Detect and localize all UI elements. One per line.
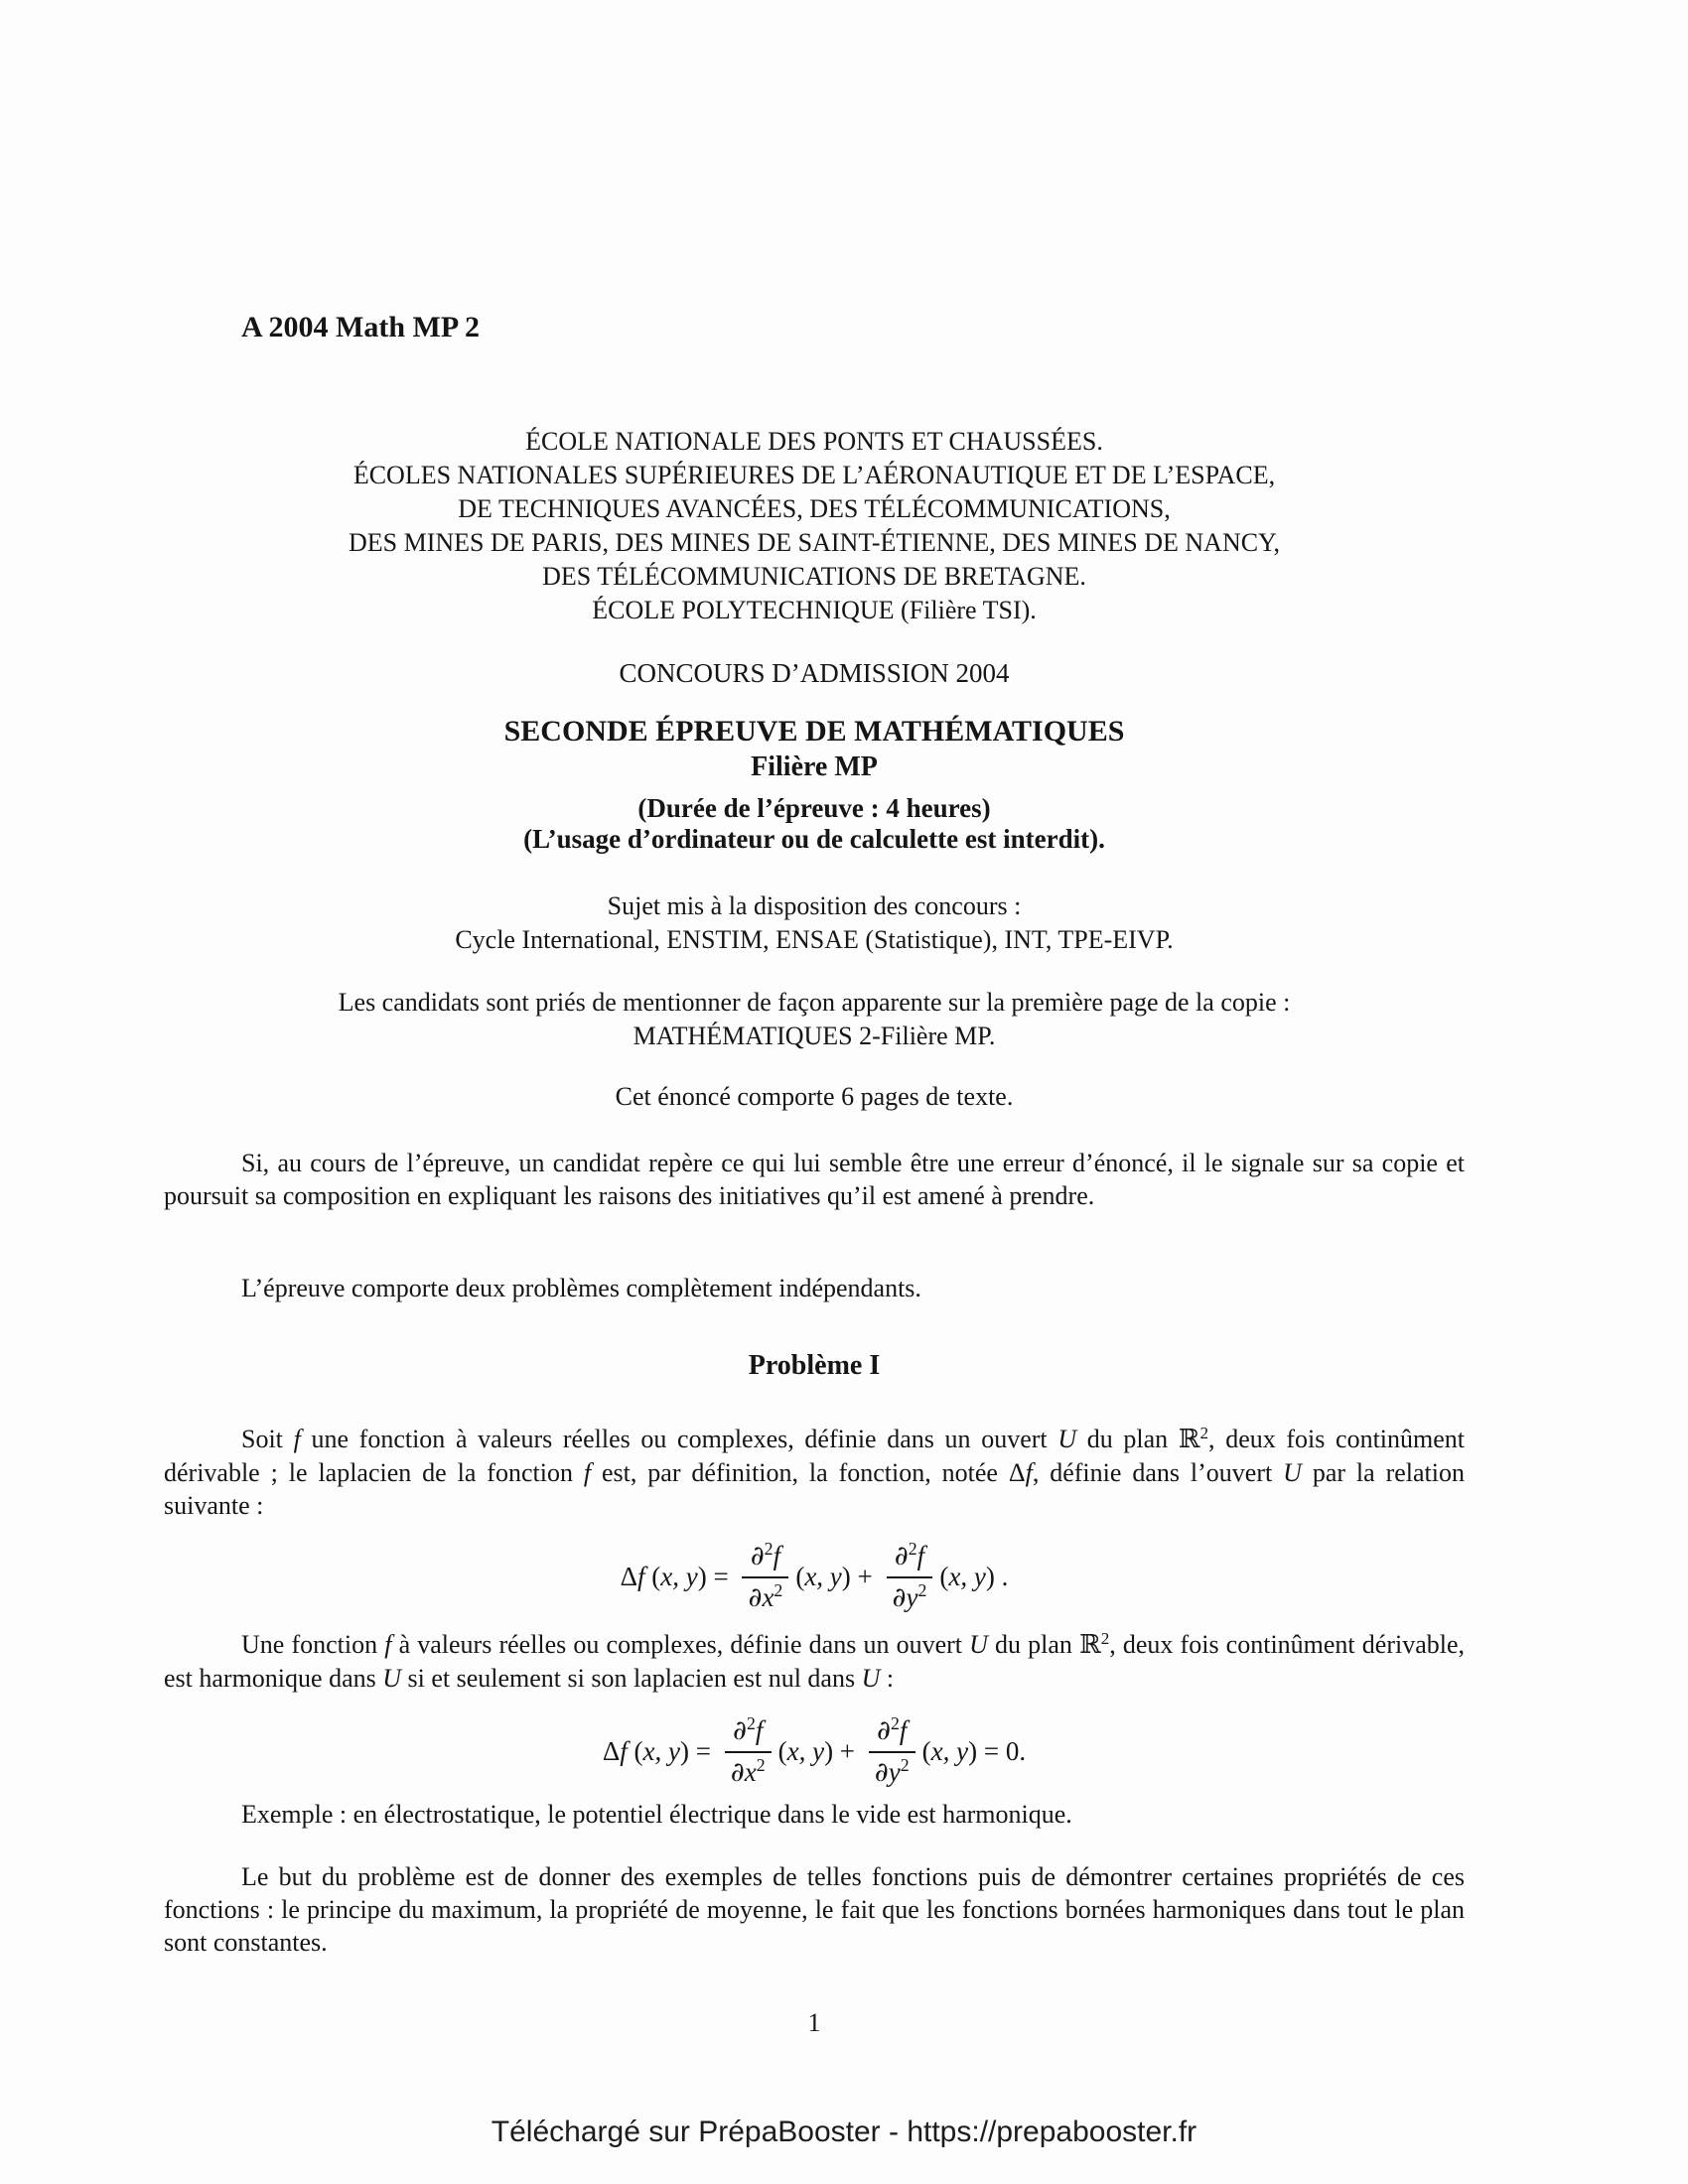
fraction-numerator: ∂$^2$f (750, 1539, 781, 1571)
fraction-numerator: ∂$^2$f (877, 1713, 908, 1746)
error-report-paragraph: Si, au cours de l’épreuve, un candidat repère ce qui lui semble être une erreur d’énoncé, il le signale sur sa copie et poursuit sa composition en expliquant les raisons des initiatives qu’il est amené à prendre. (164, 1149, 1465, 1210)
laplacian-definition-equation (164, 1541, 1465, 1613)
candidats-notice-line2: MATHÉMATIQUES 2-Filière MP. (633, 1022, 996, 1050)
equation-rhs: (x, y) = 0. (921, 1736, 1027, 1767)
goal-paragraph: Le but du problème est de donner des exemples de telles fonctions puis de démontrer certaines propriétés de ces fonctions : le principe du maximum, la propriété de moyenne, le fait que les fonctions bornées harmoniques dans tout le plan sont constantes. (164, 1862, 1465, 1957)
pages-count-notice: Cet énoncé comporte 6 pages de texte. (615, 1082, 1014, 1111)
fraction-denominator: $\partial x^2$ (725, 1751, 772, 1788)
school-line: ÉCOLE POLYTECHNIQUE (Filière TSI). (592, 596, 1037, 624)
page-number: 1 (807, 2008, 821, 2037)
fraction-numerator: ∂$^2$f (732, 1713, 764, 1746)
equation-lhs: Δf (x, y) = (620, 1562, 736, 1592)
fraction-denominator: $\partial y^2$ (869, 1751, 915, 1788)
equation-rhs: (x, y) . (939, 1562, 1009, 1592)
probleme-1-title: Problème I (748, 1350, 881, 1381)
document-reference: A 2004 Math MP 2 (241, 311, 480, 343)
harmonic-condition-equation (164, 1715, 1465, 1788)
candidats-notice (164, 986, 1465, 1053)
school-line: DES MINES DE PARIS, DES MINES DE SAINT-ÉTIENNE, DES MINES DE NANCY, (349, 528, 1280, 557)
usage-restriction-line: (L’usage d’ordinateur ou de calculette est interdit). (523, 824, 1105, 854)
example-paragraph: Exemple : en électrostatique, le potentiel électrique dans le vide est harmonique. (241, 1800, 1072, 1829)
concours-line: CONCOURS D’ADMISSION 2004 (619, 658, 1010, 688)
equation-lhs: Δf (x, y) = (602, 1736, 718, 1767)
fraction-d2f-dx2 (725, 1715, 772, 1788)
exam-title: SECONDE ÉPREUVE DE MATHÉMATIQUES (503, 715, 1125, 748)
fraction-d2f-dx2 (742, 1541, 788, 1613)
fraction-d2f-dy2 (887, 1541, 933, 1613)
schools-list (164, 425, 1465, 627)
probleme-1-intro-paragraph: Soit f une fonction à valeurs réelles ou complexes, définie dans un ouvert U du plan ℝ$^2$, deux fois continûment dérivable ; le laplacien de la fonction f est, par définition, la fonction, notée Δf, définie dans l’ouvert U par la relation suivante : (164, 1423, 1466, 1520)
sujet-notice-line1: Sujet mis à la disposition des concours : (607, 891, 1022, 920)
fraction-d2f-dy2 (869, 1715, 915, 1788)
fraction-denominator: $\partial y^2$ (887, 1576, 933, 1613)
fraction-numerator: ∂$^2$f (894, 1539, 925, 1571)
candidats-notice-line1: Les candidats sont priés de mentionner de façon apparente sur la première page de la copie : (338, 988, 1291, 1017)
school-line: ÉCOLES NATIONALES SUPÉRIEURES DE L’AÉRONAUTIQUE ET DE L’ESPACE, (352, 461, 1276, 489)
filiere-line: Filière MP (751, 751, 878, 782)
equation-middle: (x, y) + (777, 1736, 862, 1767)
fraction-denominator: $\partial x^2$ (742, 1576, 788, 1613)
equation-middle: (x, y) + (795, 1562, 880, 1592)
sujet-notice (164, 889, 1465, 957)
school-line: DES TÉLÉCOMMUNICATIONS DE BRETAGNE. (542, 562, 1086, 591)
school-line: ÉCOLE NATIONALE DES PONTS ET CHAUSSÉES. (525, 427, 1103, 456)
school-line: DE TECHNIQUES AVANCÉES, DES TÉLÉCOMMUNICATIONS, (458, 494, 1171, 523)
harmonic-definition-paragraph: Une fonction f à valeurs réelles ou complexes, définie dans un ouvert U du plan ℝ$^2$, deux fois continûment dérivable, est harmonique dans U si et seulement si son laplacien est nul dans U : (164, 1628, 1466, 1693)
independent-problems-paragraph: L’épreuve comporte deux problèmes complètement indépendants. (241, 1274, 921, 1302)
download-footer: Téléchargé sur PrépaBooster - https://prepabooster.fr (491, 2116, 1197, 2148)
duration-line: (Durée de l’épreuve : 4 heures) (637, 793, 991, 823)
sujet-notice-line2: Cycle International, ENSTIM, ENSAE (Statistique), INT, TPE-EIVP. (455, 925, 1174, 954)
